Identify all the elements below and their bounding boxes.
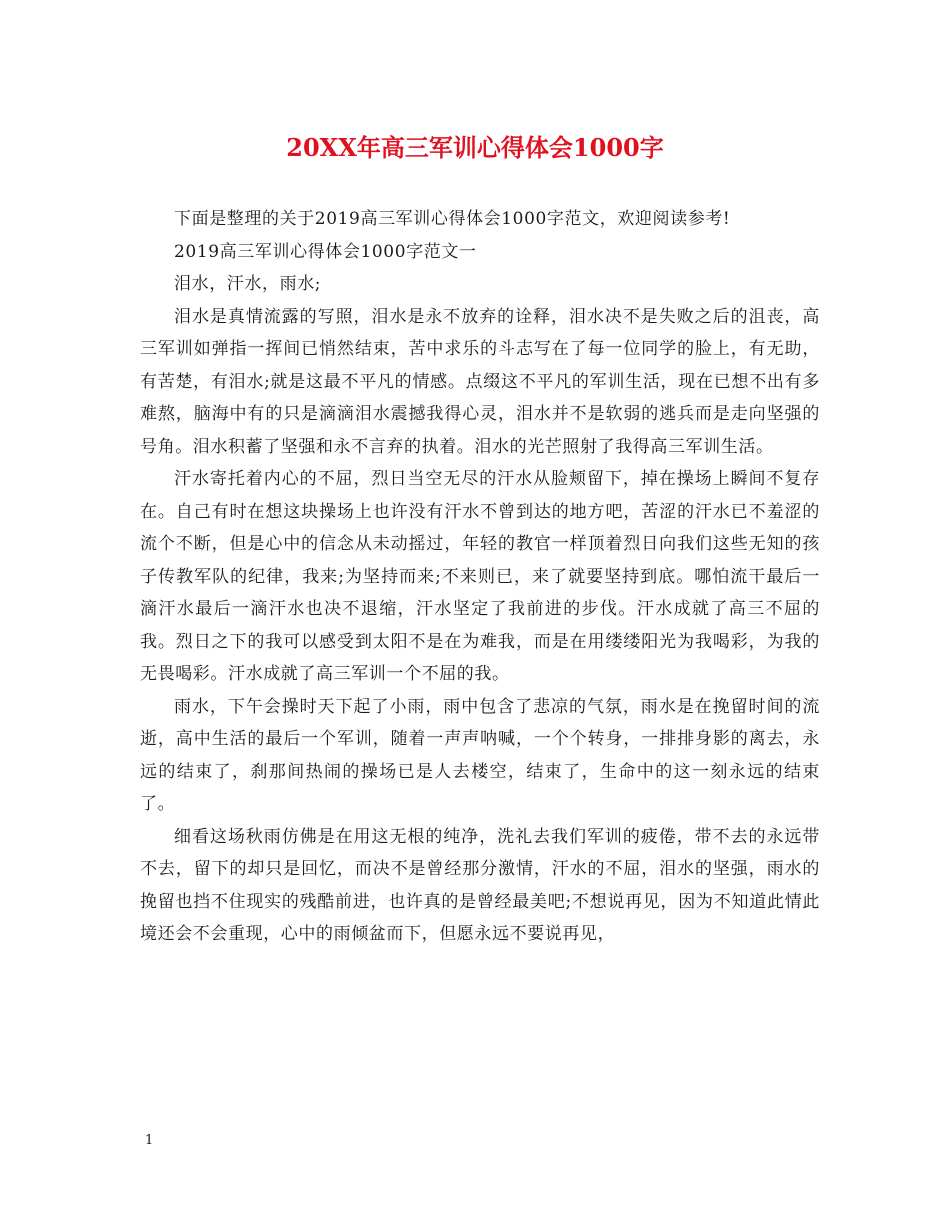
page-number: 1 bbox=[145, 1133, 154, 1148]
paragraph-sweat: 汗水寄托着内心的不屈，烈日当空无尽的汗水从脸颊留下，掉在操场上瞬间不复存在。自己有时在想这块操场上也许没有汗水不曾到达的地方吧，苦涩的汗水已不羞涩的流个不断，但是心中的信念从未动摇过，年轻的教官一样顶着烈日向我们这些无知的孩子传教军队的纪律，我来;为坚持而来;不来则已，来了就要坚持到底。哪怕流干最后一滴汗水最后一滴汗水也决不退缩，汗水坚定了我前进的步伐。汗水成就了高三不屈的我。烈日之下的我可以感受到太阳不是在为难我，而是在用缕缕阳光为我喝彩，为我的无畏喝彩。汗水成就了高三军训一个不屈的我。 bbox=[140, 469, 820, 684]
paragraph-intro: 下面是整理的关于2019高三军训心得体会1000字范文，欢迎阅读参考! bbox=[174, 209, 731, 229]
paragraph-theme: 泪水，汗水，雨水; bbox=[174, 274, 322, 294]
paragraph-subtitle: 2019高三军训心得体会1000字范文一 bbox=[174, 241, 477, 262]
paragraph-autumn-rain: 细看这场秋雨仿佛是在用这无根的纯净，洗礼去我们军训的疲倦，带不去的永远带不去，留下的却只是回忆，而决不是曾经那分激情，汗水的不屈，泪水的坚强，雨水的挽留也挡不住现实的残酷前进，也许真的是曾经最美吧;不想说再见，因为不知道此情此境还会不会重现，心中的雨倾盆而下，但愿永远不要说再见， bbox=[140, 826, 820, 944]
paragraph-rain: 雨水，下午会操时天下起了小雨，雨中包含了悲凉的气氛，雨水是在挽留时间的流逝，高中生活的最后一个军训，随着一声声呐喊，一个个转身，一排排身影的离去，永远的结束了，刹那间热闹的操场已是人去楼空，结束了，生命中的这一刻永远的结束了。 bbox=[140, 696, 820, 814]
document-title: 20XX年高三军训心得体会1000字 bbox=[286, 133, 664, 162]
document-body bbox=[140, 203, 820, 951]
paragraph-tears: 泪水是真情流露的写照，泪水是永不放弃的诠释，泪水决不是失败之后的沮丧，高三军训如弹指一挥间已悄然结束，苦中求乐的斗志写在了每一位同学的脸上，有无助，有苦楚，有泪水;就是这最不平凡的情感。点缀这不平凡的军训生活，现在已想不出有多难熬，脑海中有的只是滴滴泪水震撼我得心灵，泪水并不是软弱的逃兵而是走向坚强的号角。泪水积蓄了坚强和永不言弃的执着。泪水的光芒照射了我得高三军训生活。 bbox=[140, 306, 820, 457]
